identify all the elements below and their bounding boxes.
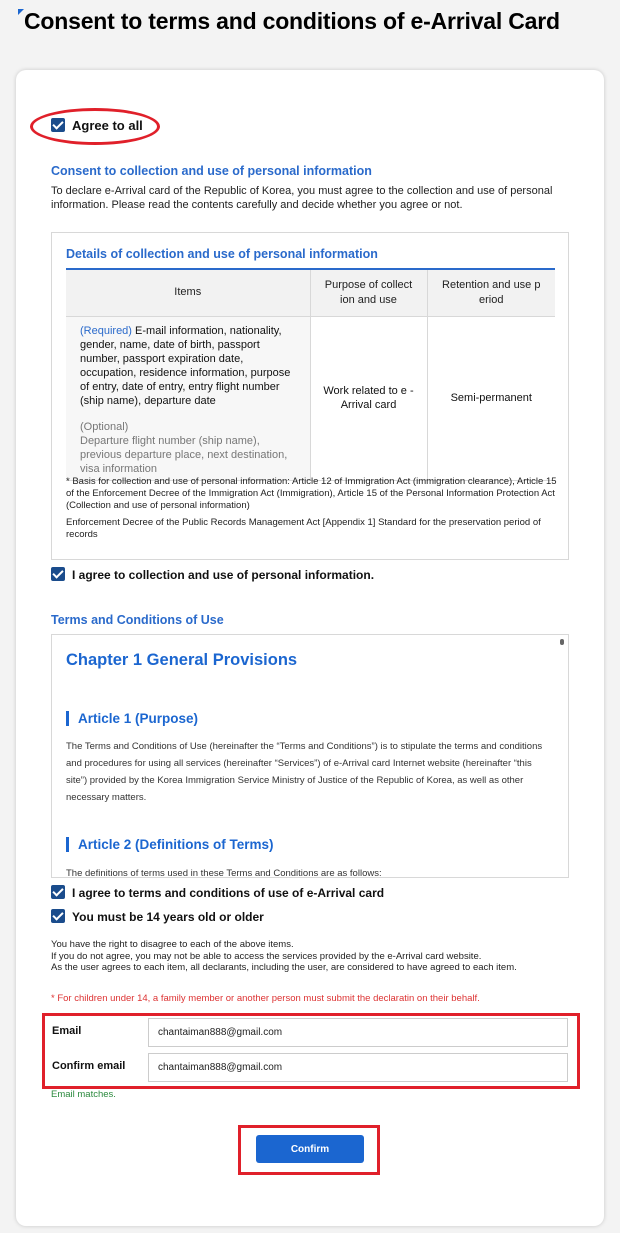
email-field[interactable] xyxy=(148,1018,568,1047)
children-notice: * For children under 14, a family member or another person must submit the declaratin on their behalf. xyxy=(51,993,480,1004)
article-1-text: The Terms and Conditions of Use (hereinafter the “Terms and Conditions”) is to stipulate the terms and conditions and procedures for using all services (hereinafter “Services”) of e-Arrival card Internet website (hereinafter “this site”) provided by the Korea Immigration Service Ministry of Justice of the Republic of Korea, as well as other necessary matters. xyxy=(66,741,543,803)
page-title: Consent to terms and conditions of e-Arrival Card xyxy=(24,8,560,34)
email-match-message: Email matches. xyxy=(51,1089,116,1100)
items-cell xyxy=(66,316,310,480)
required-items-text: E-mail information, nationality, gender, name, date of birth, passport number, passport expiration date, occupation, residence information, purpose of entry, date of entry, entry flight number (ship name), departure date xyxy=(80,324,291,407)
terms-scroll-box[interactable] xyxy=(51,634,569,878)
article-2-text: The definitions of terms used in these Terms and Conditions are as follows: xyxy=(66,868,382,878)
personal-info-consent-label: I agree to collection and use of personal information. xyxy=(72,568,375,582)
confirm-button[interactable]: Confirm xyxy=(256,1135,364,1163)
personal-info-heading: Consent to collection and use of personal information xyxy=(51,164,372,178)
table-row xyxy=(66,316,555,480)
details-table xyxy=(66,270,555,481)
details-title: Details of collection and use of personal information xyxy=(66,247,378,261)
age-consent-label: You must be 14 years old or older xyxy=(72,910,264,924)
details-box xyxy=(51,232,569,560)
column-header-items: Items xyxy=(66,270,310,316)
confirm-email-label: Confirm email xyxy=(52,1060,126,1072)
confirm-email-field[interactable] xyxy=(148,1053,568,1082)
terms-consent-checkbox[interactable] xyxy=(51,885,65,899)
table-header-row xyxy=(66,270,555,316)
article-2-title: Article 2 (Definitions of Terms) xyxy=(66,837,274,852)
records-note: Enforcement Decree of the Public Records Management Act [Appendix 1] Standard for the preservation period of records xyxy=(66,517,541,540)
notice-line-2: If you do not agree, you may not be able to access the services provided by the e-Arrival card website. xyxy=(51,950,482,962)
terms-consent-label: I agree to terms and conditions of use of e-Arrival card xyxy=(72,886,385,900)
retention-cell: Semi-permanent xyxy=(427,316,555,480)
agree-all-checkbox[interactable] xyxy=(51,118,65,132)
terms-heading: Terms and Conditions of Use xyxy=(51,613,224,627)
required-items xyxy=(80,324,300,408)
personal-info-intro: To declare e-Arrival card of the Republic of Korea, you must agree to the collection and use of personal information. Please read the contents carefully and decide whether you agree or not. xyxy=(51,185,553,211)
optional-items-text: Departure flight number (ship name), previous departure place, next destination, visa information xyxy=(80,434,288,475)
optional-items xyxy=(80,420,300,476)
purpose-cell: Work related to e -Arrival card xyxy=(310,316,427,480)
email-label: Email xyxy=(52,1025,82,1037)
personal-info-consent-checkbox[interactable] xyxy=(51,567,65,581)
agree-all-label: Agree to all xyxy=(72,118,143,133)
scrollbar-thumb[interactable] xyxy=(560,639,564,645)
optional-tag: (Optional) xyxy=(80,420,129,433)
basis-note: * Basis for collection and use of personal information: Article 12 of Immigration Act (immigration clearance), Article 15 of the Enforcement Decree of the Immigration Act (Immigration), Article 15 of the Personal Information Protection Act (Collection and use of personal information) xyxy=(66,476,557,511)
article-1-title: Article 1 (Purpose) xyxy=(66,711,198,726)
notice-line-1: You have the right to disagree to each of the above items. xyxy=(51,939,294,950)
notice-line-3: As the user agrees to each item, all declarants, including the user, are considered to have agreed to each item. xyxy=(51,962,517,973)
column-header-purpose: Purpose of collect ion and use xyxy=(310,270,427,316)
required-tag: (Required) xyxy=(80,324,132,337)
chapter-title: Chapter 1 General Provisions xyxy=(66,651,298,669)
age-consent-checkbox[interactable] xyxy=(51,909,65,923)
rights-notice xyxy=(51,939,517,974)
column-header-retention: Retention and use p eriod xyxy=(427,270,555,316)
